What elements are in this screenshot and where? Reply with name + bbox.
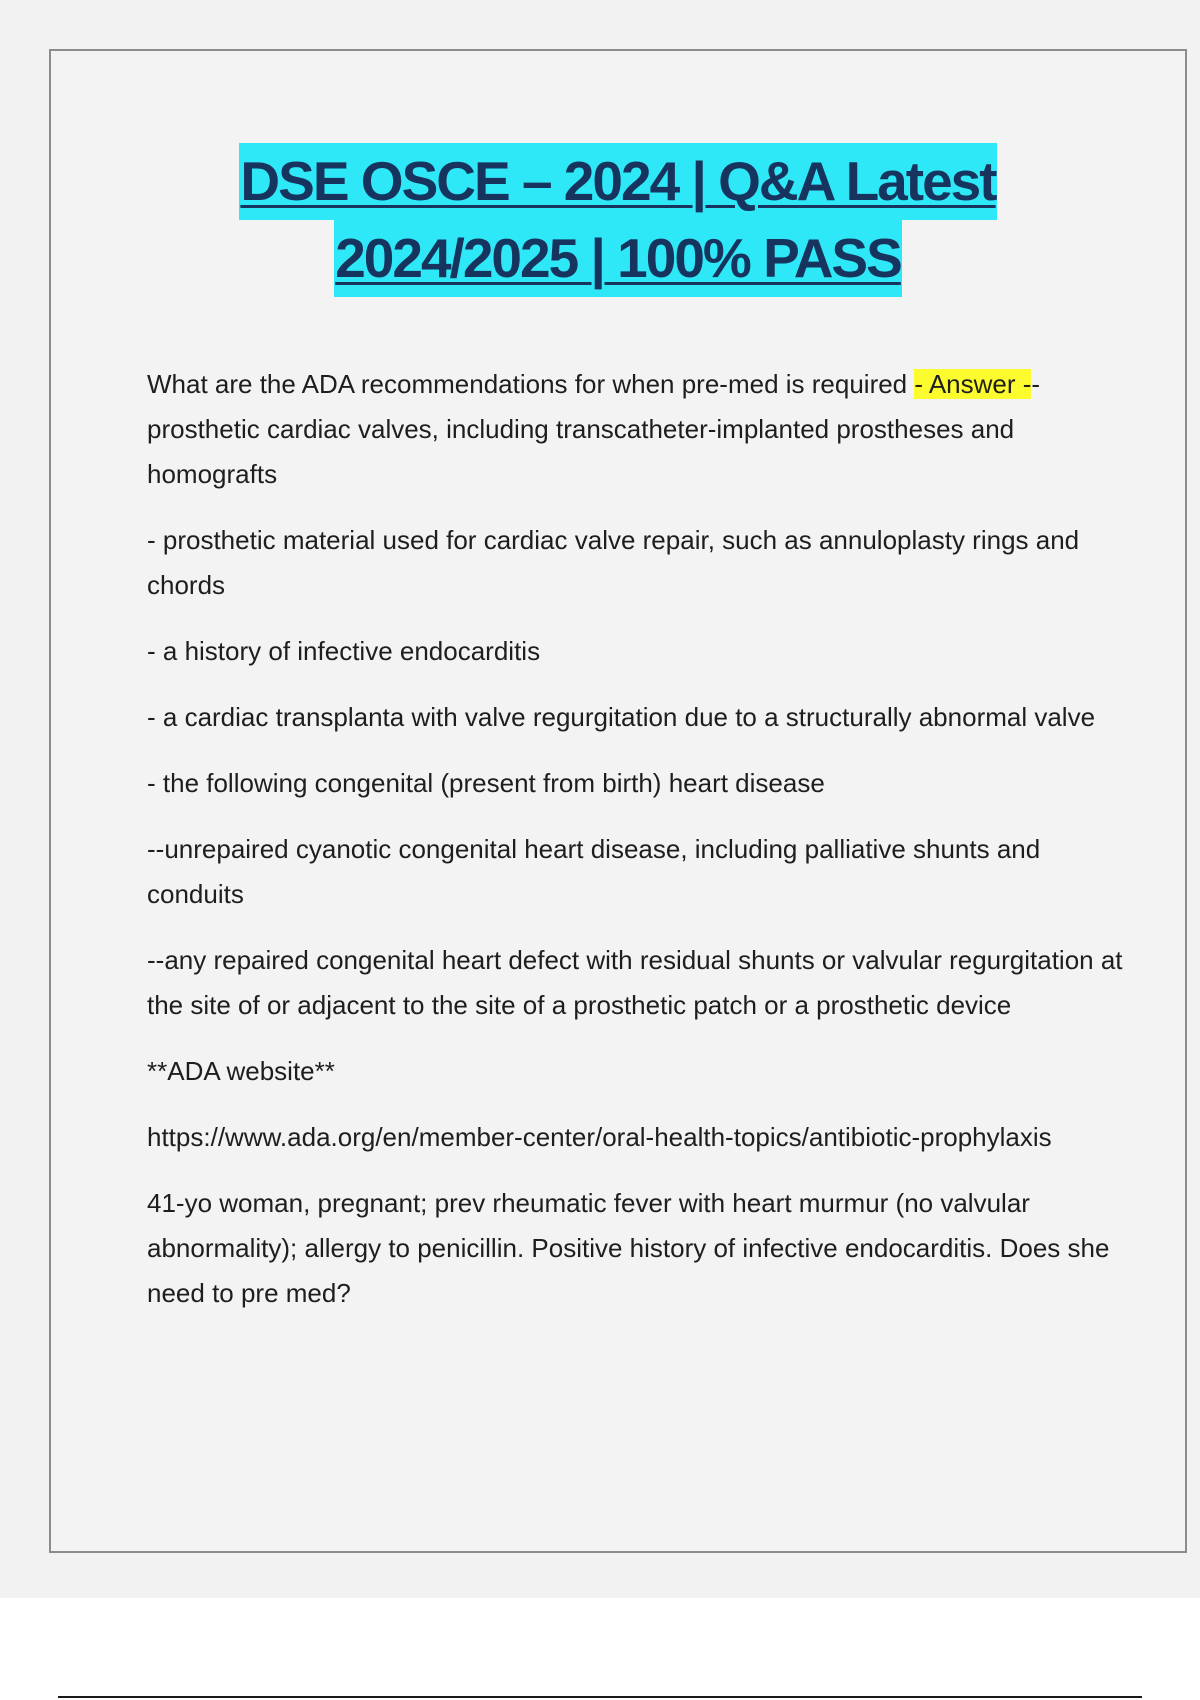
document-title xyxy=(51,143,1185,297)
document-page xyxy=(49,49,1187,1553)
answer-marker: - Answer - xyxy=(914,369,1032,399)
question-1 xyxy=(147,362,1137,497)
list-item: - prosthetic material used for cardiac valve repair, such as annuloplasty rings and chords xyxy=(147,525,1080,600)
title-line-2: 2024/2025 | 100% PASS xyxy=(334,220,902,297)
answer-text: - prosthetic cardiac valves, including transcatheter-implanted prostheses and homografts xyxy=(147,369,1041,489)
list-item: --any repaired congenital heart defect with residual shunts or valvular regurgitation at the site of or adjacent to the site of a prosthetic patch or a prosthetic device xyxy=(147,945,1123,1020)
list-item: --unrepaired cyanotic congenital heart disease, including palliative shunts and conduits xyxy=(147,834,1041,909)
question-2: 41-yo woman, pregnant; prev rheumatic fever with heart murmur (no valvular abnormality); allergy to penicillin. Positive history of infective endocarditis. Does she need to pre med? xyxy=(147,1188,1110,1308)
website-url: https://www.ada.org/en/member-center/oral-health-topics/antibiotic-prophylaxis xyxy=(147,1122,1052,1152)
list-item: - a cardiac transplanta with valve regurgitation due to a structurally abnormal valve xyxy=(147,702,1096,732)
list-item: - the following congenital (present from birth) heart disease xyxy=(147,768,825,798)
bottom-divider xyxy=(58,1696,1142,1698)
list-item: - a history of infective endocarditis xyxy=(147,636,541,666)
title-line-1: DSE OSCE – 2024 | Q&A Latest xyxy=(239,143,996,220)
website-label: **ADA website** xyxy=(147,1056,335,1086)
question-1-prompt: What are the ADA recommendations for when pre-med is required xyxy=(147,369,915,399)
document-body xyxy=(147,362,1137,1337)
